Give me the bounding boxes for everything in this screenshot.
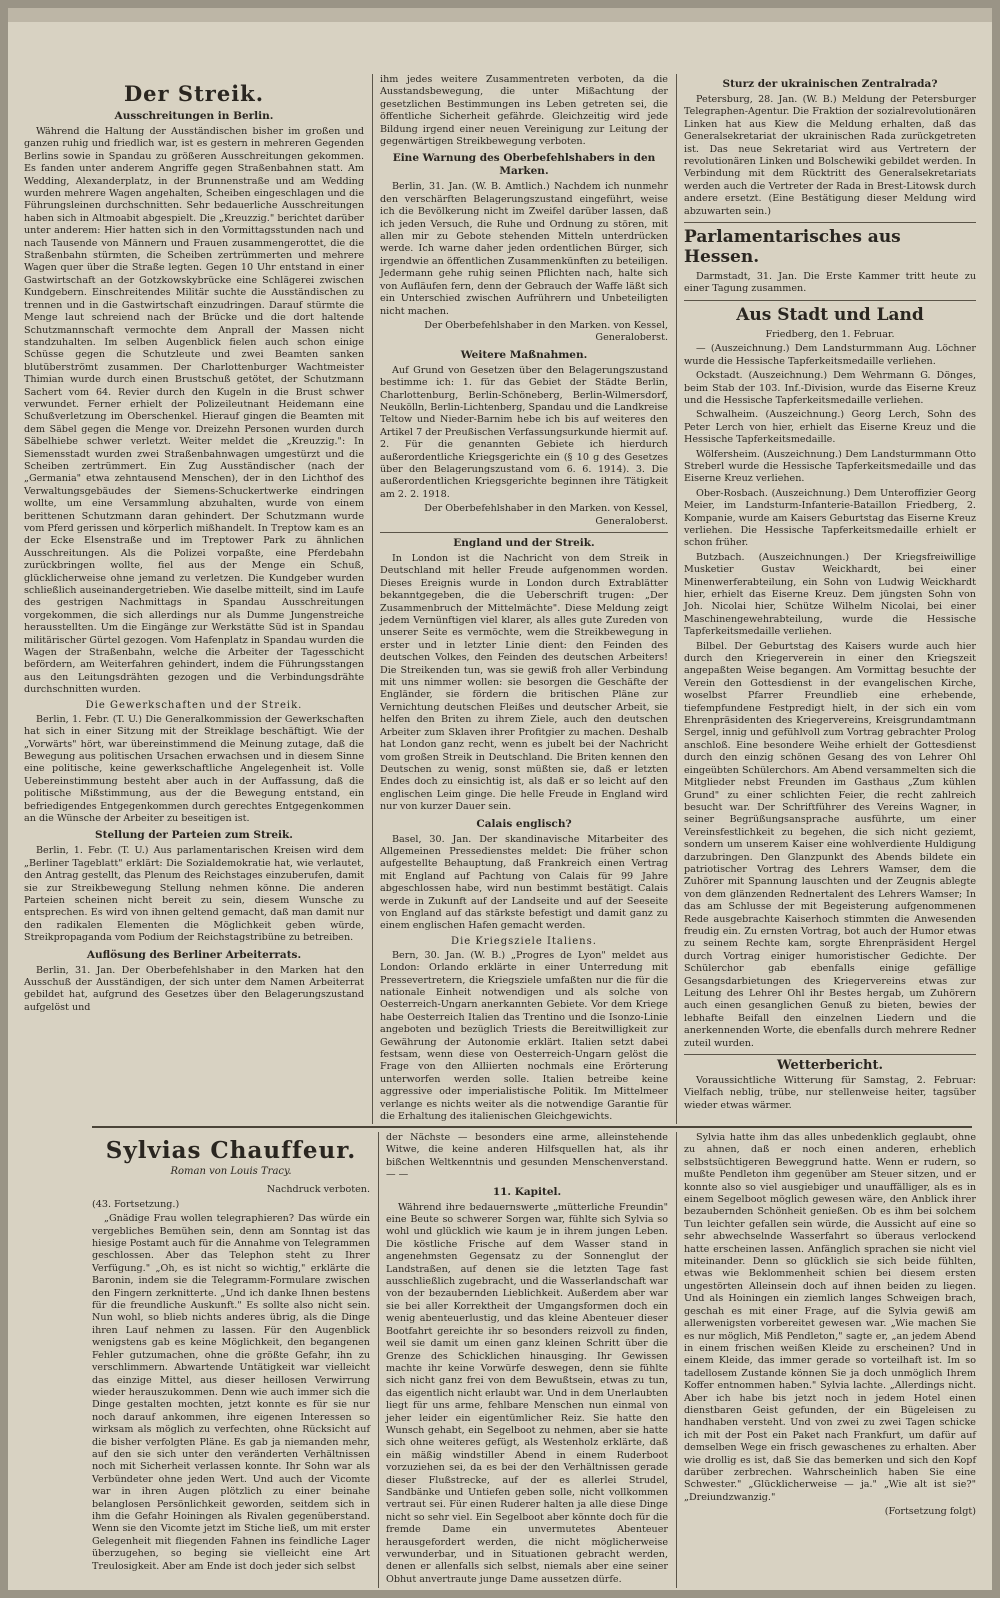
- article-ukraine: Petersburg, 28. Jan. (W. B.) Meldung der Petersburger Telegraphen-Agentur. Die Fraktion der sozialrevolutionären Linken hat aus Kiew die Meldung erhalten, daß das Generalsekretariat der ukrainischen Rada zurückgetreten ist. Das neue Sekretariat wird aus Vertretern der revolutionären Linken und Bolschewiki gebildet werden. In Verbindung mit dem Rücktritt des Generalsekretariats werden auch die Vertreter der Rada in Brest-Litowsk durch andere ersetzt. (Eine Bestätigung dieser Meldung wird abzuwarten sein.): [684, 94, 976, 217]
- article-calais: Basel, 30. Jan. Der skandinavische Mitarbeiter des Allgemeinen Pressedienstes meldet: Die früher schon aufgestellte Behauptung, daß Frankreich einen Vertrag mit England auf Pachtung von Calais für 99 Jahre abgeschlossen habe, wird nun bestimmt bestätigt. Calais werde in Zukunft auf der Landseite und auf der Seeseite von England auf das stärkste befestigt und damit ganz zu einem englischen Hafen gemacht werden.: [380, 833, 668, 932]
- subhead-warning: Eine Warnung des Oberbefehlshabers in den Marken.: [392, 152, 656, 178]
- divider: [684, 1054, 976, 1055]
- subhead-calais: Calais englisch?: [476, 817, 572, 830]
- subhead-berlin: Ausschreitungen in Berlin.: [114, 110, 274, 122]
- reprint-notice: Nachdruck verboten.: [266, 1184, 370, 1196]
- subhead-england: England und der Streik.: [453, 537, 595, 549]
- item-ockstadt: Ockstadt. (Auszeichnung.) Dem Wehrmann G. Dönges, beim Stab der 103. Inf.-Division, wurde das Eiserne Kreuz und die Hessische Tapferkeitsmedaille verliehen.: [684, 370, 976, 406]
- column-strike: [24, 78, 364, 1016]
- novel-column-3: [684, 1132, 976, 1521]
- top-edge: [8, 8, 992, 22]
- article-berlin: Während die Haltung der Ausständischen bisher im großen und ganzen ruhig und friedlich war, ist es gestern in mehreren Gegenden Berlins sowie in Spandau zu größeren Ausschreitungen gekommen. Es fanden unter anderem Angriffe gegen Straßenbahnen statt. Am Wedding, Alexanderplatz, in der Brunnenstraße und am Wedding wurden mehrere Wagen angehalten, Scheiben eingeschlagen und die Führungsleinen durchschnitten. Sehr bedauerliche Ausschreitungen haben sich in Altmoabit abgespielt. Die „Kreuzzig." berichtet darüber unter anderem: Hier hatten sich in den Vormittagsstunden nach und nach Tausende von Männern und Frauen zusammengerottet, die die Straßenbahn stürmten, die Scheiben zertrümmerten und mehrere Wagen quer über die Straße legten. Gegen 10 Uhr entstand in einer Gastwirtschaft an der Gotzkowskybrücke eine Schlägerei zwischen Kundgebern. Einschreitendes Militär suchte die Ausständischen zu trennen und in die Gastwirtschaft einzudringen. Darauf stürmte die Menge laut schreiend nach der Brücke und die dort haltende Schutzmannschaft vermochte dem Anprall der Massen nicht standzuhalten. Im selben Augenblick fielen auch schon einige Schüsse gegen die Schutzleute und zwei Beamten sanken blutüberströmt zusammen. Der Charlottenburger Wachtmeister Thimian wurde durch einen Brustschuß getötet, der Schutzmann Sachert vom 64. Revier durch den Kugeln in die Brust schwer verwundet. Ferner erhielt der Polizeileutnant Heidemann eine Schußverletzung im Oberschenkel. Hierauf gingen die Beamten mit dem Säbel gegen die Menge vor. Dreizehn Personen wurden durch Säbelhiebe schwer verletzt. Weiter meldet die „Kreuzzig.": In Siemensstadt wurden zwei Straßenbahnwagen umgestürzt und die Scheiben zertrümmert. Ein Zug Ausständischer (nach der „Germania" etwa zehntausend Menschen), der in den Lichthof des Verwaltungsgebäudes der Siemens-Schuckertwerke eindringen wollte, um eine Versammlung abzuhalten, wurde von einem berittenen Schutzmann daran gehindert. Der Schutzmann wurde vom Pferd gerissen und körperlich mißhandelt. In Treptow kam es an der Ecke Elsenstraße und im Treptower Park zu ähnlichen Ausschreitungen. Als die Polizei vorpaßte, eine Pferdebahn zurückbringen wollte, fiel aus der Menge ein Schuß, glücklicherweise ohne jemand zu verletzen. Die Kundgeber wurden schließlich auseinandergetrieben. Wie daselbe mitteilt, sind im Laufe des gestrigen Nachmittags in Spandau Ausschreitungen vorgekommen, die sich allerdings nur als Dumme Jungenstreiche herausstellten. Um die Eingänge zur Werkstätte Süd ist in Spandau militärischer Gürtel gezogen. Vom Hafenplatz in Spandau wurden die Wagen der Straßenbahn, welche die Arbeiter der Tagesschicht befördern, am Weiterfahren gehindert, indem die Führungsstangen aus den Leitungsdrähten gezogen und die Verbindungsdrähte durchschnitten wurden.: [24, 126, 364, 696]
- subhead-council: Auflösung des Berliner Arbeiterrats.: [86, 948, 302, 961]
- item-woelfersheim: Wölfersheim. (Auszeichnung.) Dem Landsturmmann Otto Streberl wurde die Hessische Tapferkeitsmedaille und das Eiserne Kreuz verliehen.: [684, 448, 976, 485]
- headline-strike: Der Streik.: [123, 81, 265, 106]
- novel-title: Sylvias Chauffeur.: [105, 1137, 357, 1164]
- weather-report: Voraussichtliche Witterung für Samstag, 2. Februar: Vielfach neblig, trübe, nur stellenweise heiter, tagsüber wieder etwas wärmer.: [684, 1075, 976, 1111]
- subhead-measures: Weitere Maßnahmen.: [460, 348, 588, 361]
- article-continued: ihm jedes weitere Zusammentreten verboten, da die Ausstandsbewegung, die unter Mißachtung der gesetzlichen Bestimmungen ins Leben getreten sei, die öffentliche Sicherheit gefährde. Gleichzeitig wird jede Bildung irgend einer neuen Vereinigung zur Leitung der gegenwärtigen Streikbewegung verboten.: [380, 74, 668, 148]
- article-measures: Auf Grund von Gesetzen über den Belagerungszustand bestimme ich: 1. für das Gebiet der Städte Berlin, Charlottenburg, Berlin-Schöneberg, Berlin-Wilmersdorf, Neukölln, Berlin-Lichtenberg, Spandau und die Landkreise Teltow und Nieder-Barnim hebe ich bis auf weiteres den Artikel 7 der Preußischen Verfassungsurkunde hiermit auf. 2. Für die genannten Gebiete ich hierdurch außerordentliche Kriegsgerichte ein (§ 10 g des Gesetzes über den Belagerungszustand vom 6. 6. 1914). 3. Die außerordentlichen Kriegsgerichte beginnen ihre Tätigkeit am 2. 2. 1918.: [380, 364, 668, 500]
- feuilleton-rule: [92, 1126, 972, 1128]
- novel-text-2b: Während ihre bedauernswerte „mütterliche Freundin" eine Beute so schwerer Sorgen war, fühlte sich Sylvia so wohl und glücklich wie kaum je in ihrem jungen Leben. Die köstliche Frische auf dem Wasser stand in angenehmsten Gegensatz zu der Sonnenglut der Landstraßen, auf denen sie die letzten Tage fast ausschließlich zugebracht, und die Wasserlandschaft war von der bezaubernden Lieblichkeit. Außerdem aber war sie bei aller Korrektheit der Umgangsformen doch ein wenig abenteuerlustig, und das kleine Abenteuer dieser Bootfahrt gereichte ihr so besonders reizvoll zu finden, weil sie damit um einen ganz kleinen Schritt über die Grenze des Schicklichen hinausging. Ihr Gewissen machte ihr keine Vorwürfe deswegen, denn sie fühlte sich nicht ganz frei von dem Bewußtsein, etwas zu tun, das eigentlich nicht erlaubt war. Und in dem Unerlaubten liegt für uns arme, fehlbare Menschen nun einmal von jeher leider ein eigentümlicher Reiz. Sie hatte den Wunsch gehabt, ein Segelboot zu nehmen, aber sie hatte sich ohne weiteres gefügt, als Westenholz erklärte, daß ein mäßig windstiller Abend in einem Ruderboot vorzuziehen sei, da es bei der den Verhältnissen gerade dieser Flußstrecke, auf der es allerlei Strudel, Sandbänke und Untiefen geben solle, nicht vollkommen vertraut sei. Für einen Ruderer halten ja alle diese Dinge nicht so sehr viel. Ein Segelboot aber könnte doch für die fremde Dame ein unvermutetes Abenteuer herausgefordert werden, die nicht möglicherweise verwunderbar, und in Situationen gebracht werden, denen er allenfalls sich selbst, niemals aber eine seiner Obhut anvertraute junge Dame aussetzen dürfe.: [386, 1201, 668, 1585]
- subhead-ukraine: Sturz der ukrainischen Zentralrada?: [722, 78, 938, 90]
- section-stadt-land: Aus Stadt und Land: [736, 304, 924, 325]
- article-warning: Berlin, 31. Jan. (W. B. Amtlich.) Nachdem ich nunmehr den verschärften Belagerungszustand eingeführt, weise ich die Bevölkerung nicht im Zweifel darüber lassen, daß ich jeden Versuch, die Ruhe und Ordnung zu stören, mit allen mir zu Gebote stehenden Mitteln unterdrücken werde. Ich warne daher jeden ordentlichen Bürger, sich irgendwie an öffentlichen Zusammenkünften zu beteiligen. Jedermann gehe ruhig seinen Pflichten nach, halte sich von Aufläufen fern, denn der Gebrauch der Waffe läßt sich ein Unterschied zwischen Aufrührern und Unbeteiligten nicht machen.: [380, 181, 668, 317]
- subhead-parties: Stellung der Parteien zum Streik.: [95, 829, 293, 842]
- novel-text-3: Sylvia hatte ihm das alles unbedenklich geglaubt, ohne zu ahnen, daß er noch einen anderen, erheblich selbstsüchtigeren Beweggrund hatte. Wenn er rudern, so mußte Pendleton ihm gegenüber am Steuer sitzen, und er konnte also so viel ausgiebiger und unauffälliger, als es in einem Segelboot möglich gewesen wäre, den Anblick ihrer bezaubernden Schönheit genießen. Ob es ihm bei solchem Tun leichter gefallen sein würde, die Aussicht auf eine so sehr abwechselnde Wasserfahrt so überaus verlockend hatte erscheinen lassen. Anfänglich sprachen sie nicht viel miteinander. Denn so glücklich sie sich beide fühlten, etwas wie Beklommenheit schien bei diesem ersten ungestörten Alleinsein doch auf ihnen beiden zu liegen. Und als Hoiningen ein ziemlich langes Schweigen brach, geschah es mit einer Frage, auf die Sylvia gewiß am allerwenigsten vorbereitet gewesen war. „Wie machen Sie es nur möglich, Miß Pendleton," sagte er, „an jedem Abend in einem frischen weißen Kleide zu erscheinen? Und in einem Kleide, das immer gerade so vorteilhaft ist. Im so tadellosem Zustande können Sie ja doch unmöglich Ihrem Koffer entnommen haben." Sylvia lachte. „Allerdings nicht. Aber ich habe bis jetzt noch in jedem Hotel einen dienstbaren Geist gefunden, der ein Bügeleisen zu handhaben versteht. Und von zwei zu zwei Tagen schicke ich mit der Post ein Paket nach Frankfurt, um dafür auf demselben Wege ein frisch gewaschenes zu erhalten. Aber wie drollig es ist, daß Sie das bemerken und sich den Kopf darüber zerbrechen. Wahrscheinlich haben Sie eine Schwester." „Glücklicherweise — ja." „Wie alt ist sie?" „Dreiundzwanzig.": [684, 1132, 976, 1503]
- section-hessen: Parlamentarisches aus Hessen.: [684, 227, 901, 268]
- article-council: Berlin, 31. Jan. Der Oberbefehlshaber in den Marken hat den Ausschuß der Ausständigen, der sich unter dem Namen Arbeiterrat gebildet hat, aufgrund des Gesetzes über den Belagerungszustand aufgelöst und: [24, 964, 364, 1013]
- article-darmstadt: Darmstadt, 31. Jan. Die Erste Kammer tritt heute zu einer Tagung zusammen.: [684, 271, 976, 295]
- column-divider: [676, 1132, 677, 1588]
- novel-author: Roman von Louis Tracy.: [170, 1166, 292, 1177]
- item-ober-rosbach: Ober-Rosbach. (Auszeichnung.) Dem Unteroffizier Georg Meier, im Landsturm-Infanterie-Bataillon Friedberg, 2. Kompanie, wurde am Kaisers Geburtstag das Eiserne Kreuz verliehen. Die Hessische Tapferkeitsmedaille erhielt er schon früher.: [684, 487, 976, 549]
- column-divider: [372, 74, 373, 1124]
- divider: [684, 222, 976, 223]
- article-parties: Berlin, 1. Febr. (T. U.) Aus parlamentarischen Kreisen wird dem „Berliner Tageblatt" erklärt: Die Sozialdemokratie hat, wie verlautet, den Antrag gestellt, das Plenum des Reichstages einzuberufen, damit sie zur Streikbewegung Stellung nehmen könne. Die anderen Parteien scheinen nicht bereit zu sein, diesem Wunsche zu entsprechen. Es wird von ihnen geltend gemacht, daß man damit nur den radikalen Elementen die Möglichkeit geben würde, Streikpropaganda vom Podium der Reichstagstribüne zu betreiben.: [24, 845, 364, 944]
- novel-column-1: [92, 1132, 370, 1575]
- divider: [684, 300, 976, 301]
- signature-commander: Der Oberbefehlshaber in den Marken. von Kessel, Generaloberst.: [424, 319, 668, 344]
- item-schwalheim: Schwalheim. (Auszeichnung.) Georg Lerch, Sohn des Peter Lerch von hier, erhielt das Eiserne Kreuz und die Hessische Tapferkeitsmedaille.: [684, 409, 976, 446]
- dateline-friedberg: Friedberg, den 1. Februar.: [765, 328, 895, 340]
- section-weather: Wetterbericht.: [777, 1058, 883, 1074]
- novel-text-2a: der Nächste — besonders eine arme, alleinstehende Witwe, die keine anderen Hilfsquellen hat, als ihr bißchen Weltkenntnis und gesunden Menschenverstand. — —: [386, 1132, 668, 1181]
- column-news: [380, 74, 668, 1125]
- column-divider: [676, 74, 677, 1124]
- article-england: In London ist die Nachricht von dem Streik in Deutschland mit heller Freude aufgenommen worden. Dieses Ereignis wurde in London durch Extrablätter bekanntgegeben, die die Ueberschrift trugen: „Der Zusammenbruch der Mittelmächte". Diese Meldung zeigt jedem Vernünftigen viel klarer, als alles gute Zureden von unserer Seite es vermöchte, wem die Streikbewegung in erster und in letzter Linie dient: den Feinden des deutschen Volkes, den Feinden des deutschen Arbeiters! Die Streikenden tun, was sie gewiß froh aller Verbindung mit uns nimmer wollen: sie besorgen die Geschäfte der Engländer, sie fördern die britischen Pläne zur Vernichtung deutschen Fleißes und deutscher Arbeit, sie helfen den Briten zu ihrem Ziele, auch den deutschen Arbeiter zum Sklaven ihrer Profitgier zu machen. Deshalb hat London ganz recht, wenn es jubelt bei der Nachricht vom großen Streik in Deutschland. Die Briten kennen den Deutschen zu wenig, sonst müßten sie, daß er letzten Endes doch zu einsichtig ist, als daß er so leicht auf den englischen Leim ginge. Die helle Freude in England wird nur von kurzer Dauer sein.: [380, 553, 668, 813]
- novel-text-1: „Gnädige Frau wollen telegraphieren? Das würde ein vergebliches Bemühen sein, denn am Sonntag ist das hiesige Postamt auch für die Annahme von Telegrammen geschlossen. Aber das Telephon steht zu Ihrer Verfügung." „Oh, es ist nicht so wichtig," erklärte die Baronin, indem sie die Telegramm-Formulare zwischen den Fingern zerknitterte. „Und ich danke Ihnen bestens für die freundliche Auskunft." Es sollte also nicht sein. Nun wohl, so blieb nichts anderes übrig, als die Dinge ihren Lauf nehmen zu lassen. Für den Augenblick wenigstens gab es keine Möglichkeit, den begangenen Fehler gutzumachen, ohne die größte Gefahr, ihn zu verschlimmern. Abwartende Untätigkeit war vielleicht das einzige Mittel, aus dieser heillosen Verwirrung wieder herauszukommen. Denn wie auch immer sich die Dinge gestalten mochten, jetzt konnte es für sie nur noch darauf ankommen, ihre eigenen Interessen so wirksam als möglich zu verfechten, ohne Rücksicht auf die bisher verfolgten Pläne. Es gab ja niemanden mehr, auf den sie sich unter den veränderten Verhältnissen noch mit Sicherheit verlassen konnte. Ihr Sohn war als Verbündeter ohne jeden Wert. Und auch der Vicomte war in ihren Augen plötzlich zu einer beinahe belanglosen Persönlichkeit geworden, seitdem sich in ihm die Gefahr Hoiningen als Rivalen gegenüberstand. Wenn sie den Vicomte jetzt im Stiche ließ, um mit erster Gelegenheit mit fliegenden Fahnen ins feindliche Lager überzugehen, so beging sie vielleicht eine Art Treulosigkeit. Aber am Ende ist doch jeder sich selbst: [92, 1213, 370, 1572]
- signature-commander-2: Der Oberbefehlshaber in den Marken. von Kessel, Generaloberst.: [424, 503, 668, 527]
- item-friedberg: — (Auszeichnung.) Dem Landsturmmann Aug. Löchner wurde die Hessische Tapferkeitsmedaille verliehen.: [684, 343, 976, 367]
- column-divider: [378, 1132, 379, 1588]
- item-bilbel: Bilbel. Der Geburtstag des Kaisers wurde auch hier durch den Kriegerverein in einer den Kriegszeit angepaßten Weise begangen. Am Vormittag besuchte der Verein den Gottesdienst in der evangelischen Kirche, woselbst Pfarrer Freundlieb eine erhebende, tiefempfundene Festpredigt hielt, in der sich ein vom Ehrenpräsidenten des Kriegervereins, Kreisgrundamtmann Sergel, innig und gefühlvoll zum Vortrag gebrachter Prolog anschloß. Eine besondere Weihe erhielt der Gottesdienst durch den einzig schönen Gesang des von Lehrer Ohl eingeübten Schülerchors. Am Abend versammelten sich die Mitglieder nebst Freunden im Gasthaus „Zum kühlen Grund" zu einer schlichten Feier, die recht zahlreich besucht war. Der Schriftführer des Vereins Wagner, in seiner Begrüßungsansprache ausführte, um einer Vereinsfestlichkeit zu begehen, die sich nicht geziemt, sondern um unserem Kaiser eine wohlverdiente Huldigung darzubringen. Den Glanzpunkt des Abends bildete ein patriotischer Vortrag des Lehrers Wamser, dem die Zuhörer mit Spannung lauschten und der Zeugnis ablegte von dem glänzenden Rednertalent des Lehrers Wamser; In das am Schlusse der mit Begeisterung aufgenommenen Rede ausgebrachte Kaiserhoch stimmten die Anwesenden freudig ein. Zu ernsten Vortrag, bot auch der Humor etwas zu seinem Rechte kam, sorgte Ehrenpräsident Hergel durch Vortrag einiger humoristischer Gedichte. Der Schülerchor gab ebenfalls einige gefällige Gesangsdarbietungen des Kriegervereins etwas zur Leitung des Lehrer Ohl ihr Bestes hergab, um Zuhörern auch einen gesanglichen Genuß zu bieten, bewies der lebhafte Beifall den einzelnen Liedern und die anerkennenden Worte, die ebenfalls durch mehrere Redner zuteil wurden.: [684, 640, 976, 1049]
- column-local: [684, 74, 976, 1114]
- novel-column-2: [386, 1132, 668, 1588]
- subhead-italy: Die Kriegsziele Italiens.: [451, 935, 597, 947]
- article-italy: Bern, 30. Jan. (W. B.) „Progres de Lyon" meldet aus London: Orlando erklärte in einer Unterredung mit Pressevertretern, die Kriegsziele umfaßten nur die für die nationale Einheit notwendigen und als solche von Oesterreich-Ungarn anerkannten Gebiete. Vor dem Kriege habe Oesterreich Italien das Trentino und die Isonzo-Linie angeboten und bezüglich Triests die Bereitwilligkeit zur Gewährung der Autonomie erklärt. Italien setzt dabei festsam, wenn diese von Oesterreich-Ungarn gelöst die Frage von den Alliierten nochmals eine Erörterung unterworfen werden solle. Italien betreibe keine aggressive oder imperialistische Politik. Im Mittelmeer verlange es nichts weiter als die notwendige Garantie für die Erhaltung des italienischen Gleichgewichts.: [380, 949, 668, 1123]
- installment-number: (43. Fortsetzung.): [92, 1198, 180, 1210]
- subhead-unions: Die Gewerkschaften und der Streik.: [85, 699, 303, 711]
- chapter-heading: 11. Kapitel.: [492, 1185, 562, 1198]
- article-unions: Berlin, 1. Febr. (T. U.) Die Generalkommission der Gewerkschaften hat sich in einer Sitzung mit der Streiklage beschäftigt. Wie der „Vorwärts" hört, war übereinstimmend die Meinung zutage, daß die Bewegung aus politischen Ursachen erwachsen und in diesem Sinne eine politische, keine gewerkschaftliche Angelegenheit ist. Volle Uebereinstimmung besteht aber auch in der Auffassung, daß die politische Mißstimmung, aus der die Bewegung entstand, ein befriedigendes Entgegenkommen durch gerechtes Entgegenkommen an die Wünsche der Arbeiter zu beseitigen ist.: [24, 713, 364, 824]
- item-butzbach: Butzbach. (Auszeichnungen.) Der Kriegsfreiwillige Musketier Gustav Weickhardt, bei einer Minenwerferabteilung, ein Sohn von Ludwig Weickhardt hier, erhielt das Eiserne Kreuz. Dem jüngsten Sohn von Joh. Nicolai hier, Schütze Wilhelm Nicolai, bei einer Maschinengewehrabteilung, wurde die Hessische Tapferkeitsmedaille verliehen.: [684, 551, 976, 638]
- newspaper-page: [8, 8, 992, 1590]
- divider: [380, 532, 668, 533]
- to-be-continued: (Fortsetzung folgt): [884, 1506, 976, 1518]
